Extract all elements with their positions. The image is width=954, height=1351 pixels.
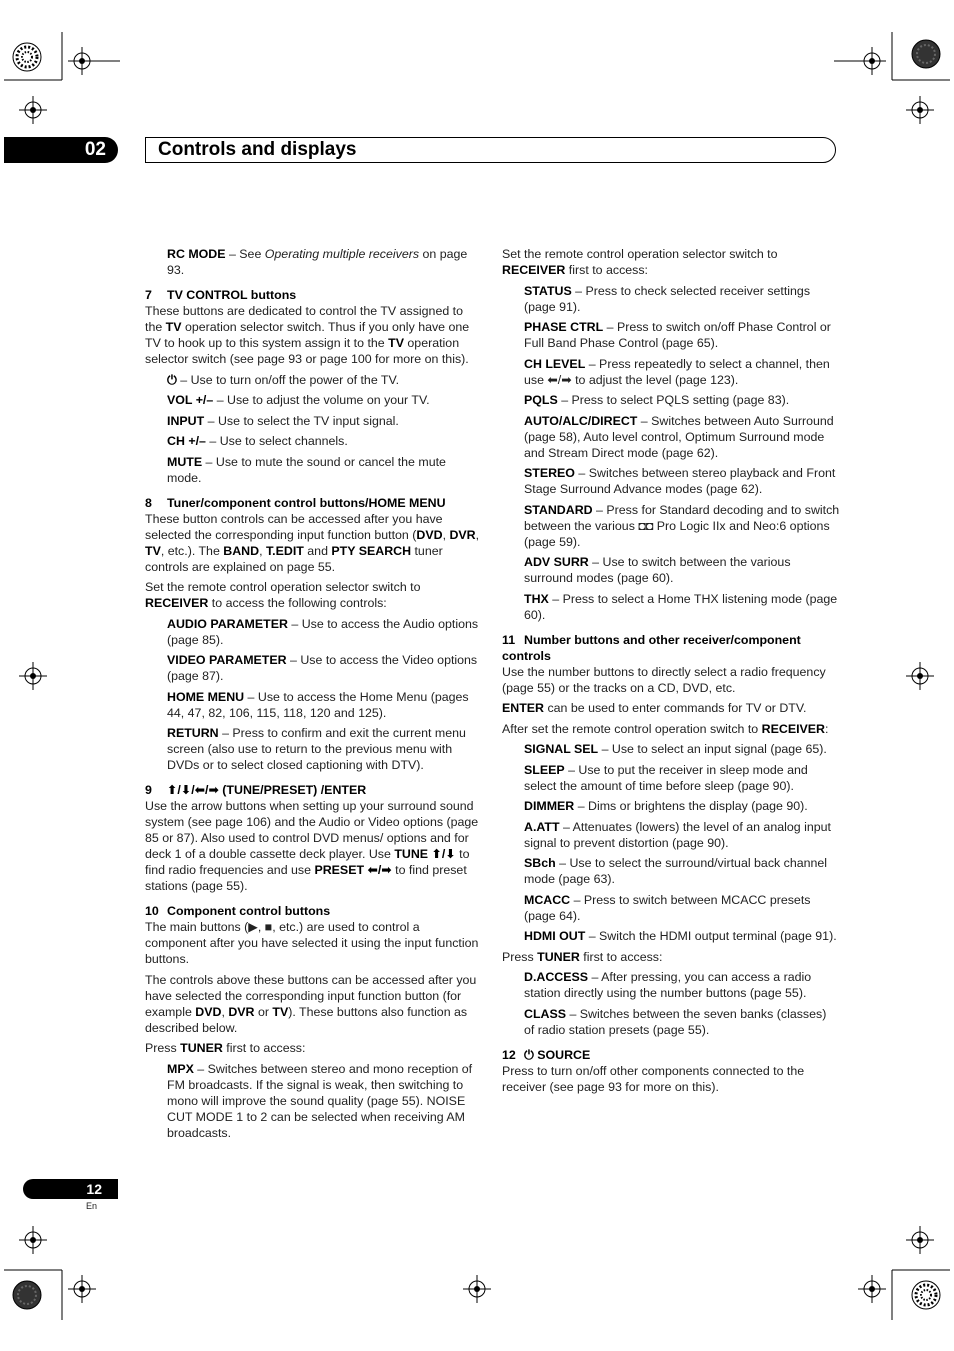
section-11-body-2: ENTER can be used to enter commands for TV or DTV.: [502, 701, 807, 715]
list-item: CH LEVEL – Press repeatedly to select a channel, then use ⬅/➡ to adjust the level (page 123).: [524, 356, 830, 387]
list-item: SIGNAL SEL – Use to select an input signal (page 65).: [524, 742, 827, 756]
list-item: STEREO – Switches between stereo playback and Front Stage Surround Advance modes (page 62).: [524, 466, 836, 496]
list-item: CH +/– – Use to select channels.: [167, 434, 348, 448]
section-12-body: Press to turn on/off other components connected to the receiver (see page 93 for more on this).: [502, 1063, 805, 1094]
list-item: MCACC – Press to switch between MCACC presets (page 64).: [524, 892, 811, 923]
list-item: HDMI OUT – Switch the HDMI output terminal (page 91).: [524, 929, 837, 943]
list-item: MPX – Switches between stereo and mono reception of FM broadcasts. If the signal is weak, then switching to mono will improve the sound quality (page 55). NOISE CUT MODE 1 to 2 can be selected when receiving AM broadcasts.: [167, 1061, 473, 1140]
page-title: Controls and displays: [145, 137, 836, 163]
section-10-body-2: The controls above these buttons can be accessed after you have selected the corresponding input function button (for example DVD, DVR or TV). These buttons also function as described below.: [145, 972, 477, 1035]
list-item: RETURN – Press to confirm and exit the current menu screen (also use to return to the previous menu with DVDs or to select closed captioning with DTV).: [167, 726, 466, 772]
list-item: DIMMER – Dims or brightens the display (page 90).: [524, 799, 808, 813]
section-8-body: These button controls can be accessed after you have selected the corresponding input function button (DVD, DVR, TV, etc.). The BAND, T.EDIT and PTY SEARCH tuner controls are explained on page 55.: [145, 511, 480, 574]
power-icon: ⏻: [167, 372, 177, 387]
list-item: ADV SURR – Use to switch between the various surround modes (page 60).: [524, 555, 791, 585]
list-item: D.ACCESS – After pressing, you can access a radio station directly using the number buttons (page 55).: [524, 970, 812, 1000]
list-item: PQLS – Press to select PQLS setting (page 83).: [524, 393, 790, 407]
list-item: INPUT – Use to select the TV input signal.: [167, 413, 399, 428]
section-8-body-2: Set the remote control operation selector switch to RECEIVER to access the following controls:: [145, 580, 421, 610]
section-10-body-3: Press TUNER first to access:: [145, 1041, 306, 1055]
list-item: VOL +/– – Use to adjust the volume on your TV.: [167, 393, 430, 407]
list-item: HOME MENU – Use to access the Home Menu (pages 44, 47, 82, 106, 115, 118, 120 and 125).: [167, 689, 469, 720]
list-item: VIDEO PARAMETER – Use to access the Video options (page 87).: [167, 653, 478, 683]
list-item: MUTE – Use to mute the sound or cancel the mute mode.: [167, 454, 446, 485]
list-item: SLEEP – Use to put the receiver in sleep mode and select the amount of time before sleep (page 90).: [524, 762, 808, 793]
section-7-heading: 7 TV CONTROL buttons: [145, 288, 297, 302]
list-item: ⏻ – Use to turn on/off the power of the TV.: [167, 372, 400, 387]
section-9-heading: 9 ⬆/⬇/⬅/➡ (TUNE/PRESET) /ENTER: [145, 783, 367, 797]
section-7-body: These buttons are dedicated to control the TV assigned to the TV operation selector switch. Thus if you only have one TV to hook up to this system assign it to the TV operation selector switch (see page 93 or page 100 for more on this).: [145, 304, 470, 366]
section-11-body-3: After set the remote control operation switch to RECEIVER:: [502, 721, 829, 736]
section-11-heading: 11 Number buttons and other receiver/component controls: [502, 632, 801, 663]
page-number-tab: 12: [23, 1179, 118, 1199]
left-column: [145, 246, 483, 1145]
list-item: SBch – Use to select the surround/virtual back channel mode (page 63).: [524, 856, 828, 886]
section-10-heading: 10 Component control buttons: [145, 904, 331, 918]
chapter-number-tab: 02: [4, 137, 118, 163]
section-9-body: Use the arrow buttons when setting up your surround sound system (see page 106) and the Audio or Video options (page 85 or 87). Also used to control DVD menus/ options and for deck 1 of a double cassette deck player. Use TUNE ⬆/⬇ to find radio frequencies and use PRESET ⬅/➡ to find preset stations (page 55).: [145, 799, 479, 893]
section-10-body: The main buttons (▶, ■, etc.) are used to control a component after you have selected it using the input function buttons.: [145, 920, 479, 966]
rc-mode-item: RC MODE – See Operating multiple receivers on page 93.: [167, 247, 468, 277]
section-8-heading: 8 Tuner/component control buttons/HOME MENU: [145, 495, 446, 510]
section-11-body: Use the number buttons to directly select a radio frequency (page 55) or the tracks on a CD, DVD, etc.: [502, 664, 826, 695]
list-item: PHASE CTRL – Press to switch on/off Phase Control or Full Band Phase Control (page 65).: [524, 320, 831, 350]
list-item: CLASS – Switches between the seven banks (classes) of radio station presets (page 55).: [524, 1006, 827, 1037]
receiver-intro: Set the remote control operation selector switch to RECEIVER first to access:: [502, 247, 778, 277]
list-item: STATUS – Press to check selected receiver settings (page 91).: [524, 283, 811, 314]
section-12-heading: 12 ⏻ SOURCE: [502, 1047, 591, 1062]
right-column: [502, 246, 840, 1099]
list-item: AUTO/ALC/DIRECT – Switches between Auto Surround (page 58), Auto level control, Optimum Surround mode and Stream Direct mode (page 62).: [524, 413, 834, 460]
list-item: A.ATT – Attenuates (lowers) the level of an analog input signal to prevent distortion (page 90).: [524, 819, 831, 850]
section-11-body-4: Press TUNER first to access:: [502, 949, 663, 964]
language-code: En: [86, 1201, 98, 1211]
list-item: STANDARD – Press for Standard decoding and to switch between the various ◘◘ Pro Logic IIx and Neo:6 options (page 59).: [524, 502, 840, 549]
list-item: AUDIO PARAMETER – Use to access the Audio options (page 85).: [167, 616, 479, 647]
list-item: THX – Press to select a Home THX listening mode (page 60).: [524, 591, 838, 622]
